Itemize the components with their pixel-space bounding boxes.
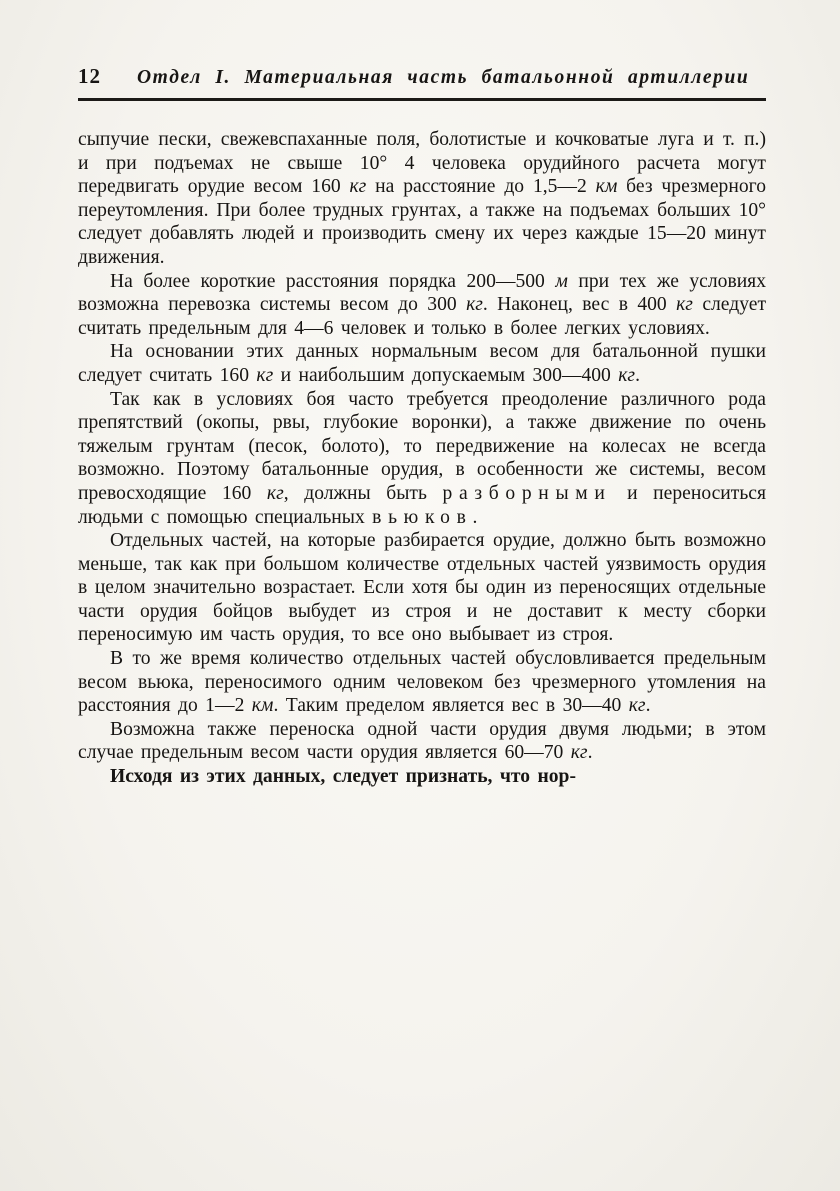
paragraph (78, 340, 766, 387)
text-run: кг (466, 294, 483, 316)
paragraph (78, 765, 766, 789)
text-run: . Таким пределом является вес в 30—40 (273, 695, 629, 717)
text-run: . Наконец, вес в 400 (482, 294, 677, 316)
text-run: кг (628, 695, 646, 717)
text-run: без чрезмерного переутомления. При более трудных грунтах, а также на подъемах больших 10° следует добавлять людей и производить смену их через каждые 15—20 минут движения. (78, 176, 766, 268)
text-run: кг (570, 742, 588, 764)
paragraph (78, 718, 766, 765)
text-run: кг (266, 482, 284, 504)
text-run: Отдельных частей, на которые разбирается орудие, должно быть возможно меньше, так как при большом количестве отдельных частей уязвимость орудия в целом значительно возрастает. Если хотя бы один из переносящих отдельные части орудия бойцов выбудет из строя и не доставит к месту сборки переносимую им часть орудия, то все оно выбывает из строя. (78, 530, 766, 646)
text-run: кг (349, 176, 367, 198)
text-run: кг (676, 294, 693, 316)
text-run: кг (256, 364, 274, 386)
text-run: на расстояние до 1,5—2 (366, 176, 596, 198)
paragraph (78, 529, 766, 647)
text-run: . (472, 506, 478, 528)
text-run: следует считать предельным для 4—6 человек и только в более легких условиях. (78, 294, 767, 339)
paragraph (78, 270, 766, 341)
text-run: км (251, 695, 274, 717)
text-run: сыпучие пески, свежевспаханные поля, болотистые и кочковатые луга и т. п.) и при подъемах не свыше 10° 4 человека орудийного расчета могут передвигать орудие весом 160 (78, 129, 766, 198)
text-run: . (635, 364, 640, 386)
text-run: . (645, 695, 651, 717)
page-number: 12 (78, 64, 101, 88)
text-run: , должны быть (283, 482, 443, 504)
text-run: и наибольшим допускаемым 300—400 (273, 364, 619, 386)
text-run: Исходя из этих данных, следует признать, что нор- (110, 766, 576, 788)
paragraph (78, 647, 766, 718)
text-run: кг (618, 364, 636, 386)
chapter-header: Отдел I. Материальная часть батальонной артиллерии (137, 67, 750, 88)
text-run: Так как в условиях боя часто требуется преодоление различного рода препятствий (окопы, рвы, глубокие воронки), а также движение по очень тяжелым грунтам (песок, болото), то передвижение на колесах не всегда возможно. Поэтому батальонные орудия, в особенности же системы, весом превосходящие 160 (78, 388, 766, 504)
text-run: На более короткие расстояния порядка 200—500 (110, 270, 556, 292)
page-body (78, 128, 766, 789)
text-run: . (587, 742, 593, 764)
paragraph (78, 128, 766, 270)
text-run: при тех же условиях возможна перевозка системы весом до 300 (78, 270, 766, 316)
text-run: м (555, 270, 568, 292)
text-run: км (595, 176, 618, 198)
text-run: На основании этих данных нормальным весом для батальонной пушки следует считать 160 (78, 341, 766, 386)
running-head (78, 64, 766, 101)
text-run: разборными (442, 482, 612, 504)
text-run: и переноситься людьми с помощью специальных (78, 482, 766, 528)
text-run: вьюков (372, 506, 473, 528)
paragraph (78, 388, 766, 530)
text-run: Возможна также переноска одной части орудия двумя людьми; в этом случае предельным весом части орудия является 60—70 (78, 718, 766, 764)
text-run: В то же время количество отдельных частей обусловливается предельным весом вьюка, переносимого одним человеком без чрезмерного утомления на расстояния до 1—2 (78, 648, 766, 717)
